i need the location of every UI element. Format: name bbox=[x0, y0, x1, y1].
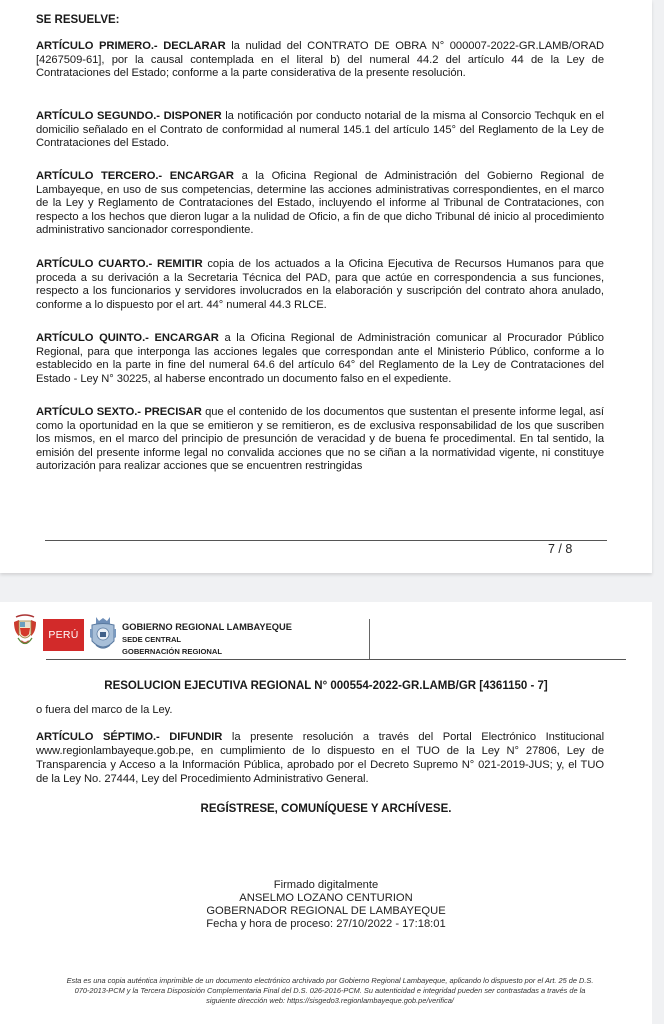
lambayeque-shield-icon bbox=[88, 615, 118, 655]
signature-digital-label: Firmado digitalmente bbox=[273, 879, 379, 891]
peru-coat-of-arms-icon bbox=[12, 614, 38, 650]
continuation-text: o fuera del marco de la Ley. bbox=[36, 704, 173, 716]
article-verb: PRECISAR bbox=[144, 406, 202, 418]
article-label: ARTÍCULO SEGUNDO.- bbox=[36, 110, 160, 122]
article-label: ARTÍCULO TERCERO.- bbox=[36, 170, 163, 182]
footer-note-line-2: 070-2013-PCM y la Tercera Disposición Complementaria Final del D.S. 026-2016-PCM. Su autenticidad e integridad pueden ser contrastadas a través de la bbox=[74, 986, 586, 995]
article-label: ARTÍCULO QUINTO.- bbox=[36, 332, 149, 344]
article-text: la presente resolución a través del Portal Electrónico Institucional www.regionlambayeque.gob.pe, en cumplimiento de lo dispuesto en el TUO de la Ley N° 27806, Ley de Transparencia y Acceso a la Información Pública, aprobado por el Decreto Supremo N° 021-2019-JUS; y, el TUO de la Ley No. 27444, Ley del Procedimiento Administrativo General. bbox=[36, 731, 604, 785]
article-label: ARTÍCULO SEXTO.- bbox=[36, 406, 141, 418]
article-segundo bbox=[36, 110, 604, 151]
article-verb: REMITIR bbox=[156, 258, 203, 270]
article-verb: DECLARAR bbox=[163, 40, 226, 52]
article-text: la nulidad del CONTRATO DE OBRA N° 000007-2022-GR.LAMB/ORAD [4267509-61], por la causal contemplada en el literal b) del numeral 44.2 del artículo 44 de la Ley de Contrataciones del Estado; conforme a la parte considerativa de la presente resolución. bbox=[36, 40, 605, 80]
peru-label: PERÚ bbox=[48, 629, 79, 641]
article-septimo bbox=[36, 730, 604, 786]
footer-rule bbox=[45, 540, 607, 541]
article-quinto bbox=[36, 332, 604, 386]
article-primero bbox=[36, 40, 604, 81]
article-text: que el contenido de los documentos que sustentan el presente informe legal, así como la oportunidad en la que se emitieron y se remitieron, es de exclusiva responsabilidad de los que suscriben los mismos, en el marco del principio de presunción de veracidad y de buena fe procedimental. En tal sentido, la emisión del presente informe legal no convalida acciones que no se ciñan a la normatividad vigente, ni constituye autorización para realizar acciones que se encuentren restringidas bbox=[36, 406, 604, 473]
org-office: GOBERNACIÓN REGIONAL bbox=[122, 647, 222, 656]
footer-note-line-1: Esta es una copia auténtica imprimible de un documento electrónico archivado por Gobierno Regional Lambayeque, aplicando lo dispuesto por el Art. 25 de D.S. bbox=[66, 976, 594, 985]
se-resuelve-heading: SE RESUELVE: bbox=[36, 14, 120, 26]
org-name: GOBIERNO REGIONAL LAMBAYEQUE bbox=[122, 622, 292, 632]
footer-note-line-3: siguiente dirección web: https://sisgedo3.regionlambayeque.gob.pe/verifica/ bbox=[206, 996, 454, 1005]
article-label: ARTÍCULO SÉPTIMO.- bbox=[36, 731, 160, 743]
signature-datetime: Fecha y hora de proceso: 27/10/2022 - 17:18:01 bbox=[206, 918, 446, 930]
article-text: la notificación por conducto notarial de la misma al Consorcio Techquk en el domicilio señalado en el Contrato de conformidad al numeral 145.1 del artículo 145° del Reglamento de la Ley de Contrataciones del Estado. bbox=[36, 110, 604, 150]
header-rule-right bbox=[370, 659, 626, 660]
header-rule bbox=[46, 659, 370, 660]
header-divider bbox=[369, 619, 370, 659]
article-text: a la Oficina Regional de Administración del Gobierno Regional de Lambayeque, en uso de sus competencias, determine las acciones administrativas correspondientes, en el marco de la Ley y Reglamento de Contrataciones del Estado, incluyendo el informe al Tribunal de Contrataciones, con respecto a los hechos que dieron lugar a la nulidad de Oficio, a fin de que dicho Tribunal dé inicio al procedimiento administrativo sancionador correspondiente. bbox=[36, 170, 605, 237]
page-indicator: 7 / 8 bbox=[548, 542, 573, 556]
article-label: ARTÍCULO PRIMERO.- bbox=[36, 40, 158, 52]
article-verb: DISPONER bbox=[163, 110, 222, 122]
closing-formula: REGÍSTRESE, COMUNÍQUESE Y ARCHÍVESE. bbox=[200, 803, 452, 815]
article-sexto bbox=[36, 406, 604, 474]
article-cuarto bbox=[36, 258, 604, 312]
article-label: ARTÍCULO CUARTO.- bbox=[36, 258, 153, 270]
signer-name: ANSELMO LOZANO CENTURION bbox=[239, 892, 413, 904]
org-sede: SEDE CENTRAL bbox=[122, 635, 182, 644]
article-verb: ENCARGAR bbox=[154, 332, 219, 344]
viewer-scrollbar[interactable] bbox=[652, 0, 664, 1024]
article-tercero bbox=[36, 170, 604, 238]
article-verb: ENCARGAR bbox=[169, 170, 234, 182]
resolution-title: RESOLUCION EJECUTIVA REGIONAL N° 000554-2022-GR.LAMB/GR [4361150 - 7] bbox=[104, 680, 548, 692]
article-text: copia de los actuados a la Oficina Ejecutiva de Recursos Humanos para que proceda a su derivación a la Secretaria Técnica del PAD, para que actúe en correspondencia a sus funciones, respecto a los funcionarios y servidores involucrados en la elaboración y suscripción del contrato ahora anulado, conforme a lo dispuesto por el art. 44° numeral 44.3 RLCE. bbox=[36, 258, 604, 311]
peru-brand-block bbox=[43, 619, 84, 651]
signer-position: GOBERNADOR REGIONAL DE LAMBAYEQUE bbox=[206, 905, 446, 917]
document-page-8 bbox=[0, 602, 652, 1024]
article-verb: DIFUNDIR bbox=[169, 731, 223, 743]
article-text: a la Oficina Regional de Administración comunicar al Procurador Público Regional, para que interponga las acciones legales que correspondan ante el Ministerio Público, conforme a lo establecido en la parte in fine del numeral 64.6 del artículo 64° del Reglamento de la Ley de Contrataciones del Estado - Ley N° 30225, al haberse encontrado un documento falso en el expediente. bbox=[36, 332, 604, 385]
